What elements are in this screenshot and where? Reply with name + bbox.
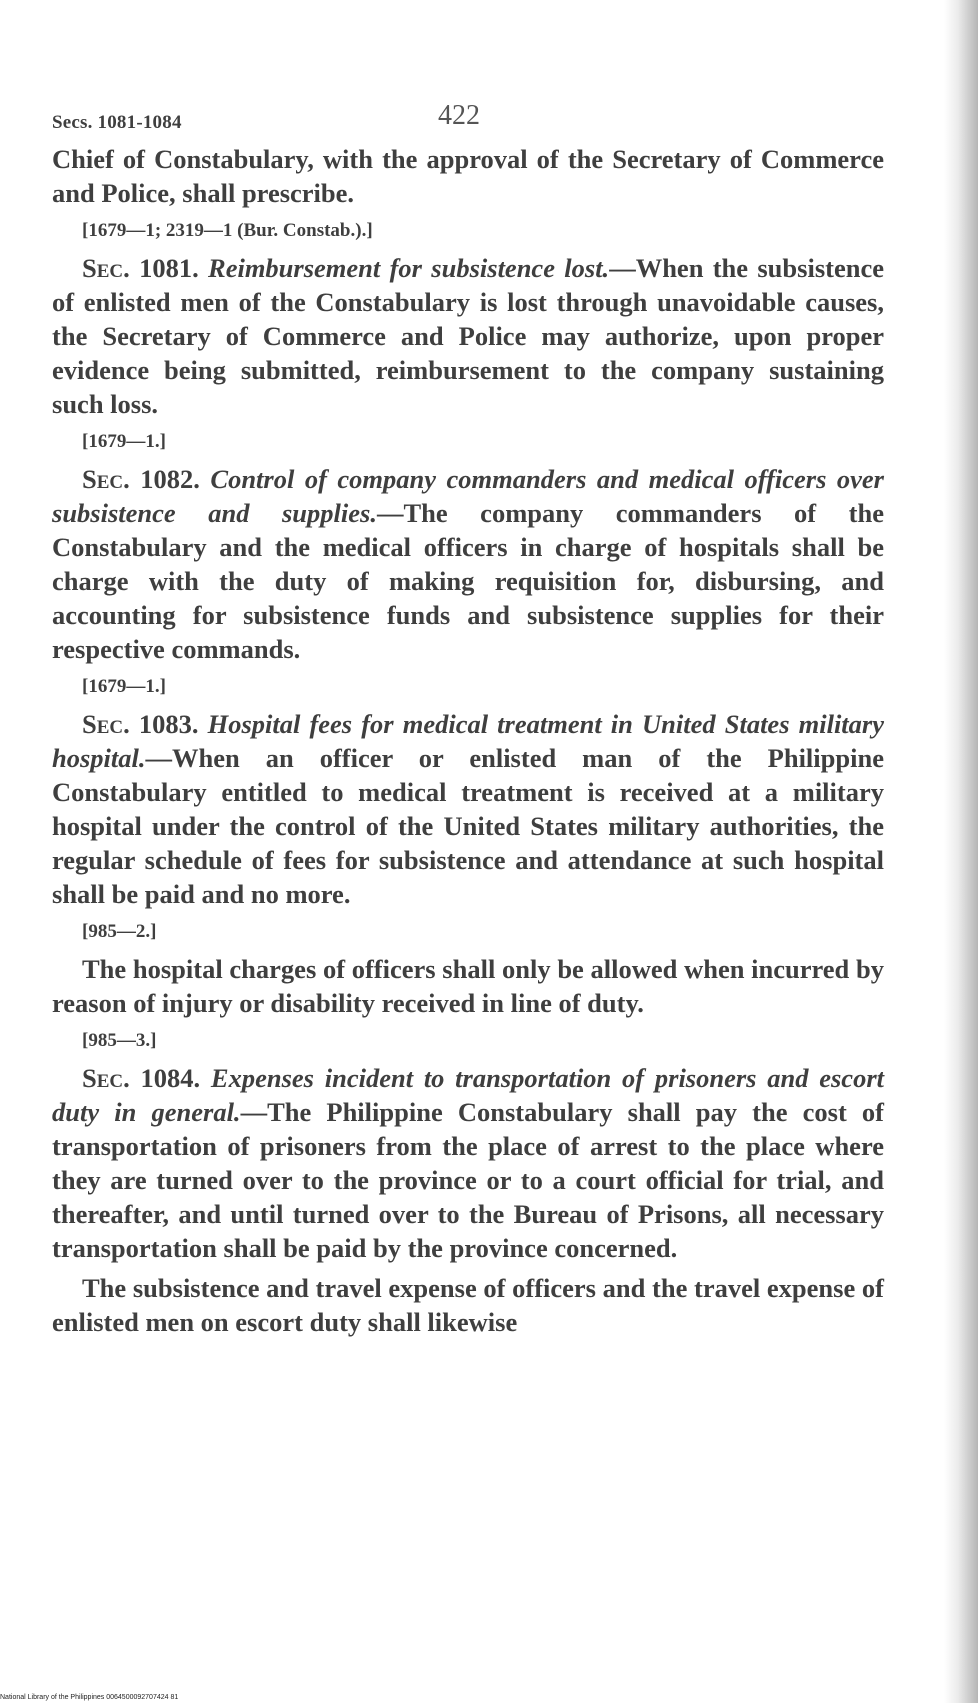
section-number: Sec. 1084.: [82, 1063, 201, 1093]
source-citation: [1679—1.]: [82, 431, 166, 452]
source-citation: [1679—1.]: [82, 676, 166, 697]
paragraph-escort-expense: [52, 1271, 884, 1339]
section-1083: [52, 707, 884, 911]
section-catchline: Control of company commanders and medical officers over subsistence and supplies.: [52, 464, 884, 528]
section-range: Secs. 1081-1084: [52, 112, 182, 133]
section-catchline: Hospital fees for medical treatment in United States military hospital.: [52, 709, 884, 773]
section-text: —When the subsistence of enlisted men of the Constabulary is lost through unavoidable causes, the Secretary of Commerce and Police may authorize, upon proper evidence being submitted, reimbursement to the company sustaining such loss.: [52, 253, 884, 419]
paragraph-hospital-charges: [52, 952, 884, 1020]
section-number: Sec. 1082.: [82, 464, 200, 494]
section-1084: [52, 1061, 884, 1265]
section-text: —The Philippine Constabulary shall pay the cost of transportation of prisoners from the place of arrest to the place where they are turned over to the province or to a court official for trial, and thereafter, and until turned over to the Bureau of Prisons, all necessary transportation shall be paid by the province concerned.: [52, 1097, 884, 1263]
page-number: 422: [438, 100, 480, 131]
section-1082: [52, 462, 884, 666]
source-citation: [985—3.]: [82, 1030, 157, 1051]
digitization-credit: National Library of the Philippines 0064500092707424 81: [0, 1694, 179, 1701]
section-number: Sec. 1083.: [82, 709, 199, 739]
section-1081: [52, 251, 884, 421]
section-text: —The company commanders of the Constabulary and the medical officers in charge of hospitals shall be charge with the duty of making requisition for, disbursing, and accounting for subsistence funds and subsistence supplies for their respective commands.: [52, 498, 884, 664]
section-text: —When an officer or enlisted man of the Philippine Constabulary entitled to medical treatment is received at a military hospital under the control of the United States military authorities, the regular schedule of fees for subsistence and attendance at such hospital shall be paid and no more.: [52, 743, 884, 909]
source-citation: [985—2.]: [82, 921, 157, 942]
section-catchline: Expenses incident to transportation of prisoners and escort duty in general.: [52, 1063, 884, 1127]
paragraph-text: The subsistence and travel expense of officers and the travel expense of enlisted men on escort duty shall likewise: [52, 1273, 884, 1337]
section-number: Sec. 1081.: [82, 253, 199, 283]
book-page: [52, 100, 884, 1339]
paragraph-text: The hospital charges of officers shall only be allowed when incurred by reason of injury or disability received in line of duty.: [52, 954, 884, 1018]
page-edge-shadow: [944, 0, 978, 1703]
continuation-paragraph: [52, 142, 884, 210]
source-citation: [1679—1; 2319—1 (Bur. Constab.).]: [82, 220, 373, 241]
section-catchline: Reimbursement for subsistence lost.: [208, 253, 610, 283]
paragraph-text: Chief of Constabulary, with the approval of the Secretary of Commerce and Police, shall prescribe.: [52, 144, 884, 208]
running-head: [52, 100, 884, 142]
